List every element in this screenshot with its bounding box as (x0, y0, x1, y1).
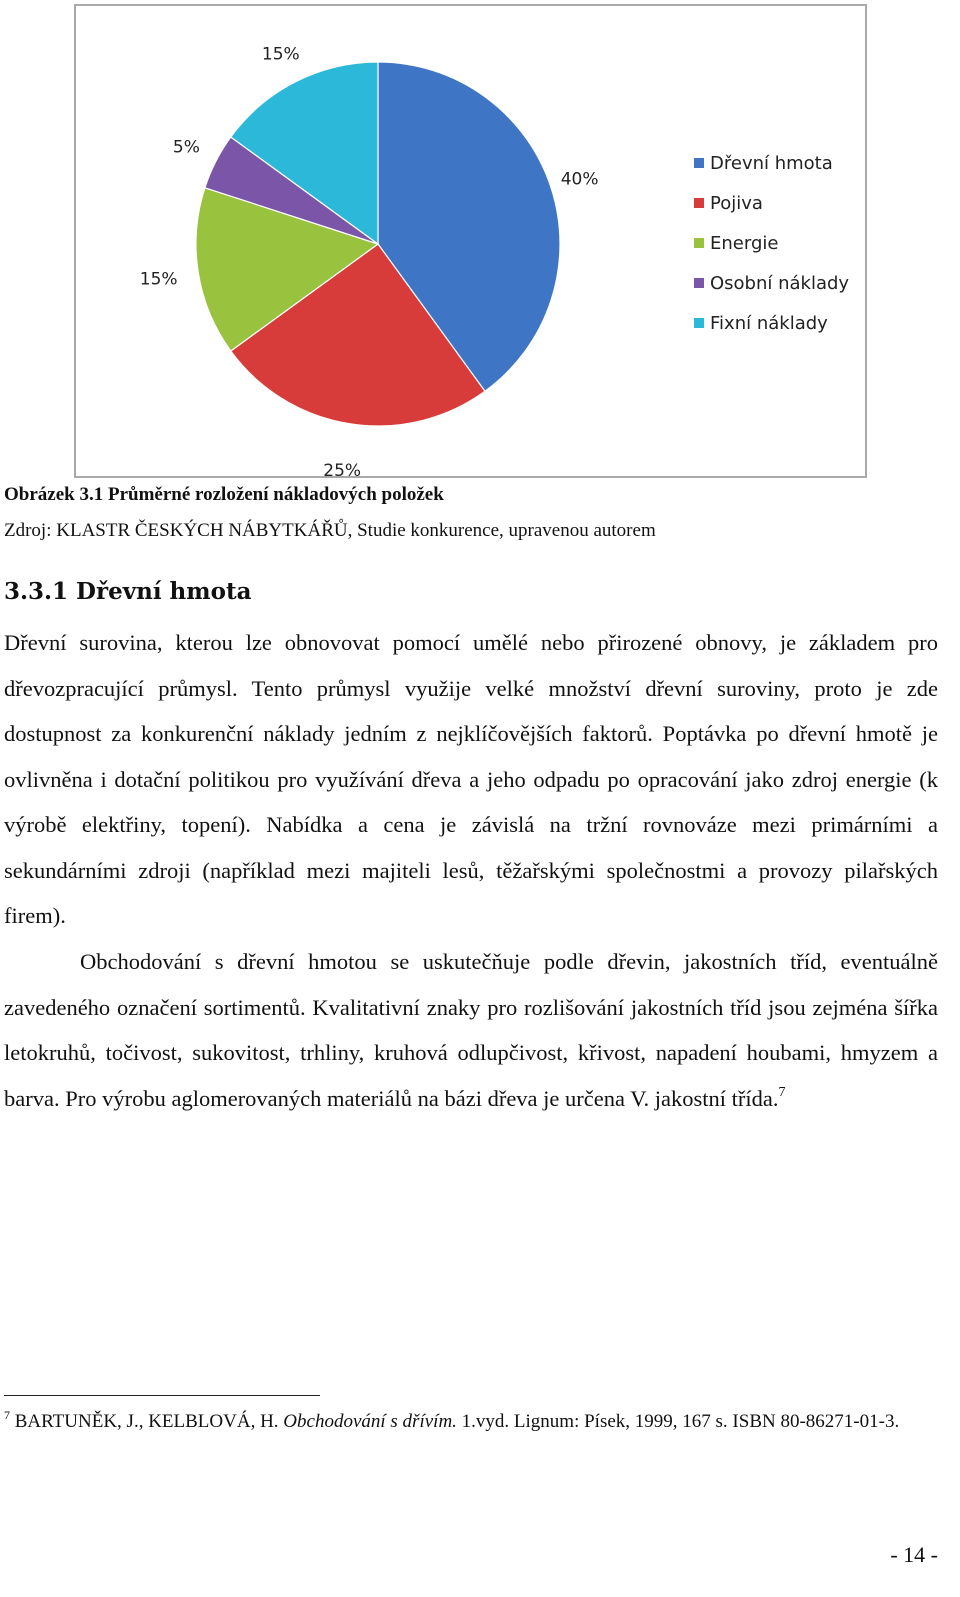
figure-source: Zdroj: KLASTR ČESKÝCH NÁBYTKÁŘŮ, Studie konkurence, upravenou autorem (4, 520, 656, 541)
legend-swatch-energie (694, 238, 704, 248)
footnote (4, 1403, 938, 1440)
data-label-energie: 15% (139, 269, 178, 290)
legend-swatch-osobní-náklady (694, 278, 704, 288)
legend-label-fixní-náklady: Fixní náklady (710, 313, 828, 334)
data-label-pojiva: 25% (323, 461, 362, 480)
data-label-osobní-náklady: 5% (172, 137, 200, 158)
footnote-divider (4, 1395, 320, 1396)
page-number: - 14 - (890, 1542, 938, 1567)
data-label-dřevní-hmota: 40% (560, 169, 599, 190)
section-heading: 3.3.1 Dřevní hmota (4, 578, 252, 605)
footnote-authors: BARTUNĚK, J., KELBLOVÁ, H. (10, 1411, 284, 1432)
footnote-title: Obchodování s dřívím. (283, 1411, 457, 1432)
legend-label-energie: Energie (710, 233, 779, 254)
footnote-reference: 7 (778, 1084, 786, 1100)
data-label-fixní-náklady: 15% (261, 44, 300, 65)
legend-label-osobní-náklady: Osobní náklady (710, 273, 850, 294)
paragraph-2 (4, 939, 938, 1121)
footnote-details: 1.vyd. Lignum: Písek, 1999, 167 s. ISBN 80-86271-01-3. (456, 1411, 900, 1432)
legend-label-pojiva: Pojiva (710, 193, 763, 214)
pie-chart-frame (74, 4, 867, 478)
legend-swatch-dřevní-hmota (694, 158, 704, 168)
legend-swatch-pojiva (694, 198, 704, 208)
paragraph-2-text: Obchodování s dřevní hmotou se uskutečňuje podle dřevin, jakostních tříd, eventuálně zavedeného označení sortimentů. Kvalitativní znaky pro rozlišování jakostních tříd jsou zejména šířka letokruhů, točivost, sukovitost, trhliny, kruhová odlupčivost, křivost, napadení houbami, hmyzem a barva. Pro výrobu aglomerovaných materiálů na bázi dřeva je určena V. jakostní třída. (4, 949, 938, 1111)
figure-caption: Obrázek 3.1 Průměrné rozložení nákladových položek (4, 484, 444, 505)
footnote-marker: 7 (4, 1408, 10, 1422)
paragraph-1: Dřevní surovina, kterou lze obnovovat pomocí umělé nebo přirozené obnovy, je základem pro dřevozpracující průmysl. Tento průmysl využije velké množství dřevní suroviny, proto je zde dostupnost za konkurenční náklady jedním z nejklíčovějších faktorů. Poptávka po dřevní hmotě je ovlivněna i dotační politikou pro využívání dřeva a jeho odpadu po opracování jako zdroj energie (k výrobě elektřiny, topení). Nabídka a cena je závislá na tržní rovnováze mezi primárními a sekundárními zdroji (například mezi majiteli lesů, těžařskými společnostmi a provozy pilařských firem). (4, 630, 938, 928)
legend-swatch-fixní-náklady (694, 318, 704, 328)
pie-chart (76, 6, 869, 480)
legend-label-dřevní-hmota: Dřevní hmota (710, 153, 833, 174)
